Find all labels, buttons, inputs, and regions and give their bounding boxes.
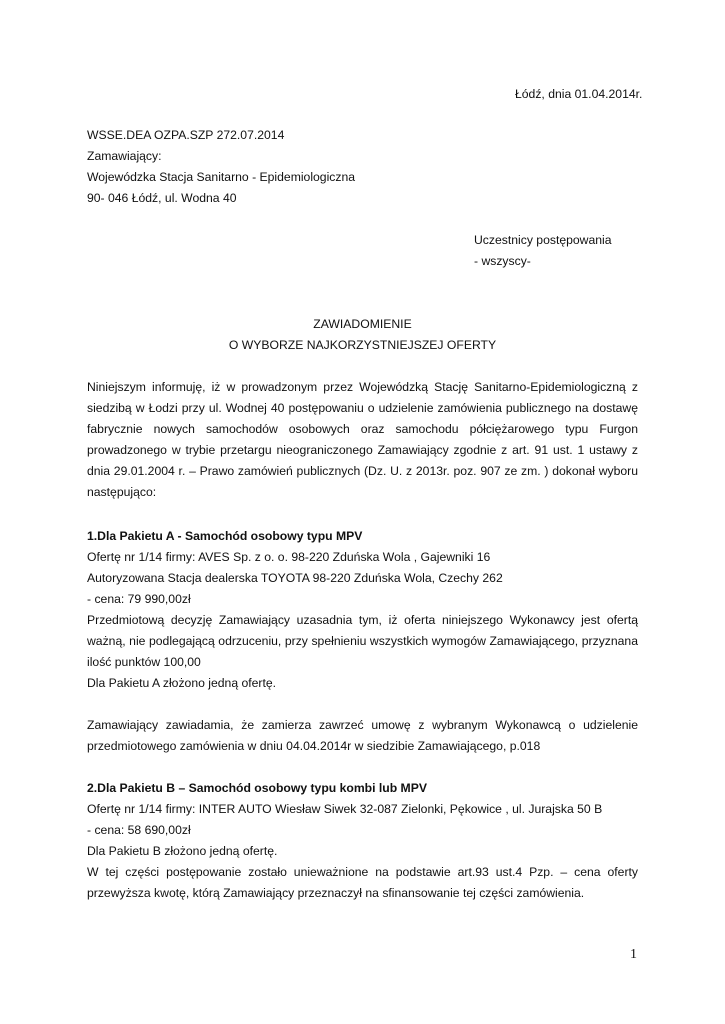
ordering-label: Zamawiający: [87,149,162,163]
package-a-offers-count: Dla Pakietu A złożono jedną ofertę. [87,676,277,690]
intro-line: Niniejszym informuję, iż w prowadzonym przez Wojewódzką Stację Sanitarno-Epidemiologiczną z [87,380,638,394]
intro-line: następująco: [87,485,157,499]
ordering-name: Wojewódzka Stacja Sanitarno - Epidemiologiczna [87,170,356,184]
package-b-offer: Ofertę nr 1/14 firmy: INTER AUTO Wiesław Siwek 32-087 Zielonki, Pękowice , ul. Jurajska 50 B [87,802,603,816]
reference-number: WSSE.DEA OZPA.SZP 272.07.2014 [87,128,285,142]
intro-line: siedzibą w Łodzi przy ul. Wodnej 40 postępowaniu o udzielenie zamówienia publicznego na dostawę [87,401,638,415]
document-title: ZAWIADOMIENIE [313,317,412,331]
recipients-line-2: - wszyscy- [474,254,531,268]
package-b-offers-count: Dla Pakietu B złożono jedną ofertę. [87,844,278,858]
notice-line: Zamawiający zawiadamia, że zamierza zawrzeć umowę z wybranym Wykonawcą o udzielenie [87,718,638,732]
document-subtitle: O WYBORZE NAJKORZYSTNIEJSZEJ OFERTY [228,338,497,352]
intro-line: prowadzonego w trybie przetargu nieograniczonego Zamawiający zgodnie z art. 91 ust. 1 ustawy z [87,443,638,457]
package-a-justification-line: Przedmiotową decyzję Zamawiający uzasadnia tym, iż oferta niniejszego Wykonawcy jest ofertą [87,613,638,627]
package-a-price: - cena: 79 990,00zł [87,592,191,606]
intro-line: fabrycznie nowych samochodów osobowych oraz samochodu półciężarowego typu Furgon [87,422,638,436]
recipients-line-1: Uczestnicy postępowania [474,233,612,247]
page-number: 1 [630,947,637,962]
package-b-heading: 2.Dla Pakietu B – Samochód osobowy typu kombi lub MPV [87,781,427,795]
package-a-justification-line: ilość punktów 100,00 [87,655,201,669]
package-b-price: - cena: 58 690,00zł [87,823,191,837]
package-a-offer: Ofertę nr 1/14 firmy: AVES Sp. z o. o. 98-220 Zduńska Wola , Gajewniki 16 [87,550,491,564]
place-date: Łódź, dnia 01.04.2014r. [515,87,643,101]
package-a-justification-line: ważną, nie podlegającą odrzuceniu, przy spełnieniu wszystkich wymogów Zamawiającego, przyznana [87,634,638,648]
package-b-cancellation-line: przewyższa kwotę, którą Zamawiający przeznaczył na sfinansowanie tej części zamówienia. [87,886,585,900]
notice-line: przedmiotowego zamówienia w dniu 04.04.2014r w siedzibie Zamawiającego, p.018 [87,739,541,753]
package-a-heading: 1.Dla Pakietu A - Samochód osobowy typu MPV [87,529,363,543]
package-a-dealer: Autoryzowana Stacja dealerska TOYOTA 98-220 Zduńska Wola, Czechy 262 [87,571,503,585]
intro-line: dnia 29.01.2004 r. – Prawo zamówień publicznych (Dz. U. z 2013r. poz. 907 ze zm. ) dokonał wyboru [87,464,638,478]
ordering-address: 90- 046 Łódź, ul. Wodna 40 [87,191,237,205]
package-b-cancellation-line: W tej części postępowanie zostało unieważnione na podstawie art.93 ust.4 Pzp. – cena oferty [87,865,638,879]
